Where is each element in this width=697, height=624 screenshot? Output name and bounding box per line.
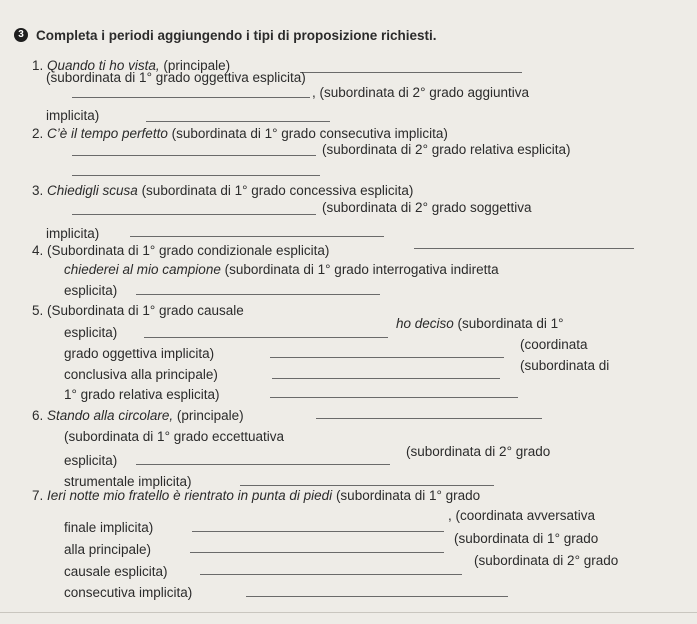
answer-blank[interactable] <box>72 214 316 215</box>
answer-blank[interactable] <box>144 337 388 338</box>
answer-blank[interactable] <box>200 574 462 575</box>
item-5-line-4b: (subordinata di <box>520 358 610 373</box>
item-7-line-2a: finale implicita) <box>64 520 154 535</box>
item-7-line-3a: alla principale) <box>64 542 152 557</box>
item-7-line-3b: (subordinata di 1° grado <box>454 531 599 546</box>
answer-blank[interactable] <box>130 236 384 237</box>
answer-blank[interactable] <box>72 155 316 156</box>
answer-blank[interactable] <box>270 357 504 358</box>
item-4-line-2: chiederei al mio campione (subordinata di 1° grado interrogativa indiretta <box>64 262 499 277</box>
item-2-line-1: 2. C’è il tempo perfetto (subordinata di 1° grado consecutiva implicita) <box>32 126 448 141</box>
item-1-line-4: implicita) <box>46 108 100 123</box>
item-5-line-2a: esplicita) <box>64 325 118 340</box>
exercise-title: Completa i periodi aggiungendo i tipi di proposizione richiesti. <box>36 28 437 43</box>
item-5-line-3a: grado oggettiva implicita) <box>64 346 215 361</box>
item-5-line-4a: conclusiva alla principale) <box>64 367 218 382</box>
answer-blank[interactable] <box>72 97 310 98</box>
item-2-line-2: (subordinata di 2° grado relativa esplicita) <box>322 142 571 157</box>
answer-blank[interactable] <box>246 596 508 597</box>
answer-blank[interactable] <box>240 485 494 486</box>
item-5-line-5: 1° grado relativa esplicita) <box>64 387 220 402</box>
item-5-line-2b: ho deciso (subordinata di 1° <box>396 316 564 331</box>
answer-blank[interactable] <box>72 175 320 176</box>
item-4-line-1: 4. (Subordinata di 1° grado condizionale esplicita) <box>32 243 330 258</box>
item-1-line-2: (subordinata di 1° grado oggettiva esplicita) <box>46 70 306 85</box>
answer-blank[interactable] <box>272 378 500 379</box>
item-7-line-1: 7. Ieri notte mio fratello è rientrato in punta di piedi (subordinata di 1° grado <box>32 488 481 503</box>
item-1-line-1: 1. Quando ti ho vista, (principale) <box>32 58 231 73</box>
item-6-line-1: 6. Stando alla circolare, (principale) <box>32 408 244 423</box>
item-6-line-3a: esplicita) <box>64 453 118 468</box>
item-5-line-1: 5. (Subordinata di 1° grado causale <box>32 303 244 318</box>
item-7-line-4a: causale esplicita) <box>64 564 168 579</box>
answer-blank[interactable] <box>192 531 444 532</box>
item-6-line-4: strumentale implicita) <box>64 474 192 489</box>
answer-blank[interactable] <box>300 72 522 73</box>
answer-blank[interactable] <box>414 248 634 249</box>
answer-blank[interactable] <box>146 121 330 122</box>
item-7-line-5: consecutiva implicita) <box>64 585 193 600</box>
answer-blank[interactable] <box>136 294 380 295</box>
item-3-line-1: 3. Chiedigli scusa (subordinata di 1° grado concessiva esplicita) <box>32 183 414 198</box>
item-3-line-3: implicita) <box>46 226 100 241</box>
item-3-line-2: (subordinata di 2° grado soggettiva <box>322 200 532 215</box>
answer-blank[interactable] <box>136 464 390 465</box>
exercise-number-badge: 3 <box>14 28 28 42</box>
item-1-line-3: , (subordinata di 2° grado aggiuntiva <box>312 85 530 100</box>
answer-blank[interactable] <box>270 397 518 398</box>
item-6-line-3b: (subordinata di 2° grado <box>406 444 551 459</box>
item-6-line-2: (subordinata di 1° grado eccettuativa <box>64 429 285 444</box>
page-edge-divider <box>0 612 697 613</box>
item-7-line-4b: (subordinata di 2° grado <box>474 553 619 568</box>
answer-blank[interactable] <box>316 418 542 419</box>
item-4-line-3: esplicita) <box>64 283 118 298</box>
item-7-line-2b: , (coordinata avversativa <box>448 508 596 523</box>
answer-blank[interactable] <box>190 552 444 553</box>
item-5-line-3b: (coordinata <box>520 337 588 352</box>
